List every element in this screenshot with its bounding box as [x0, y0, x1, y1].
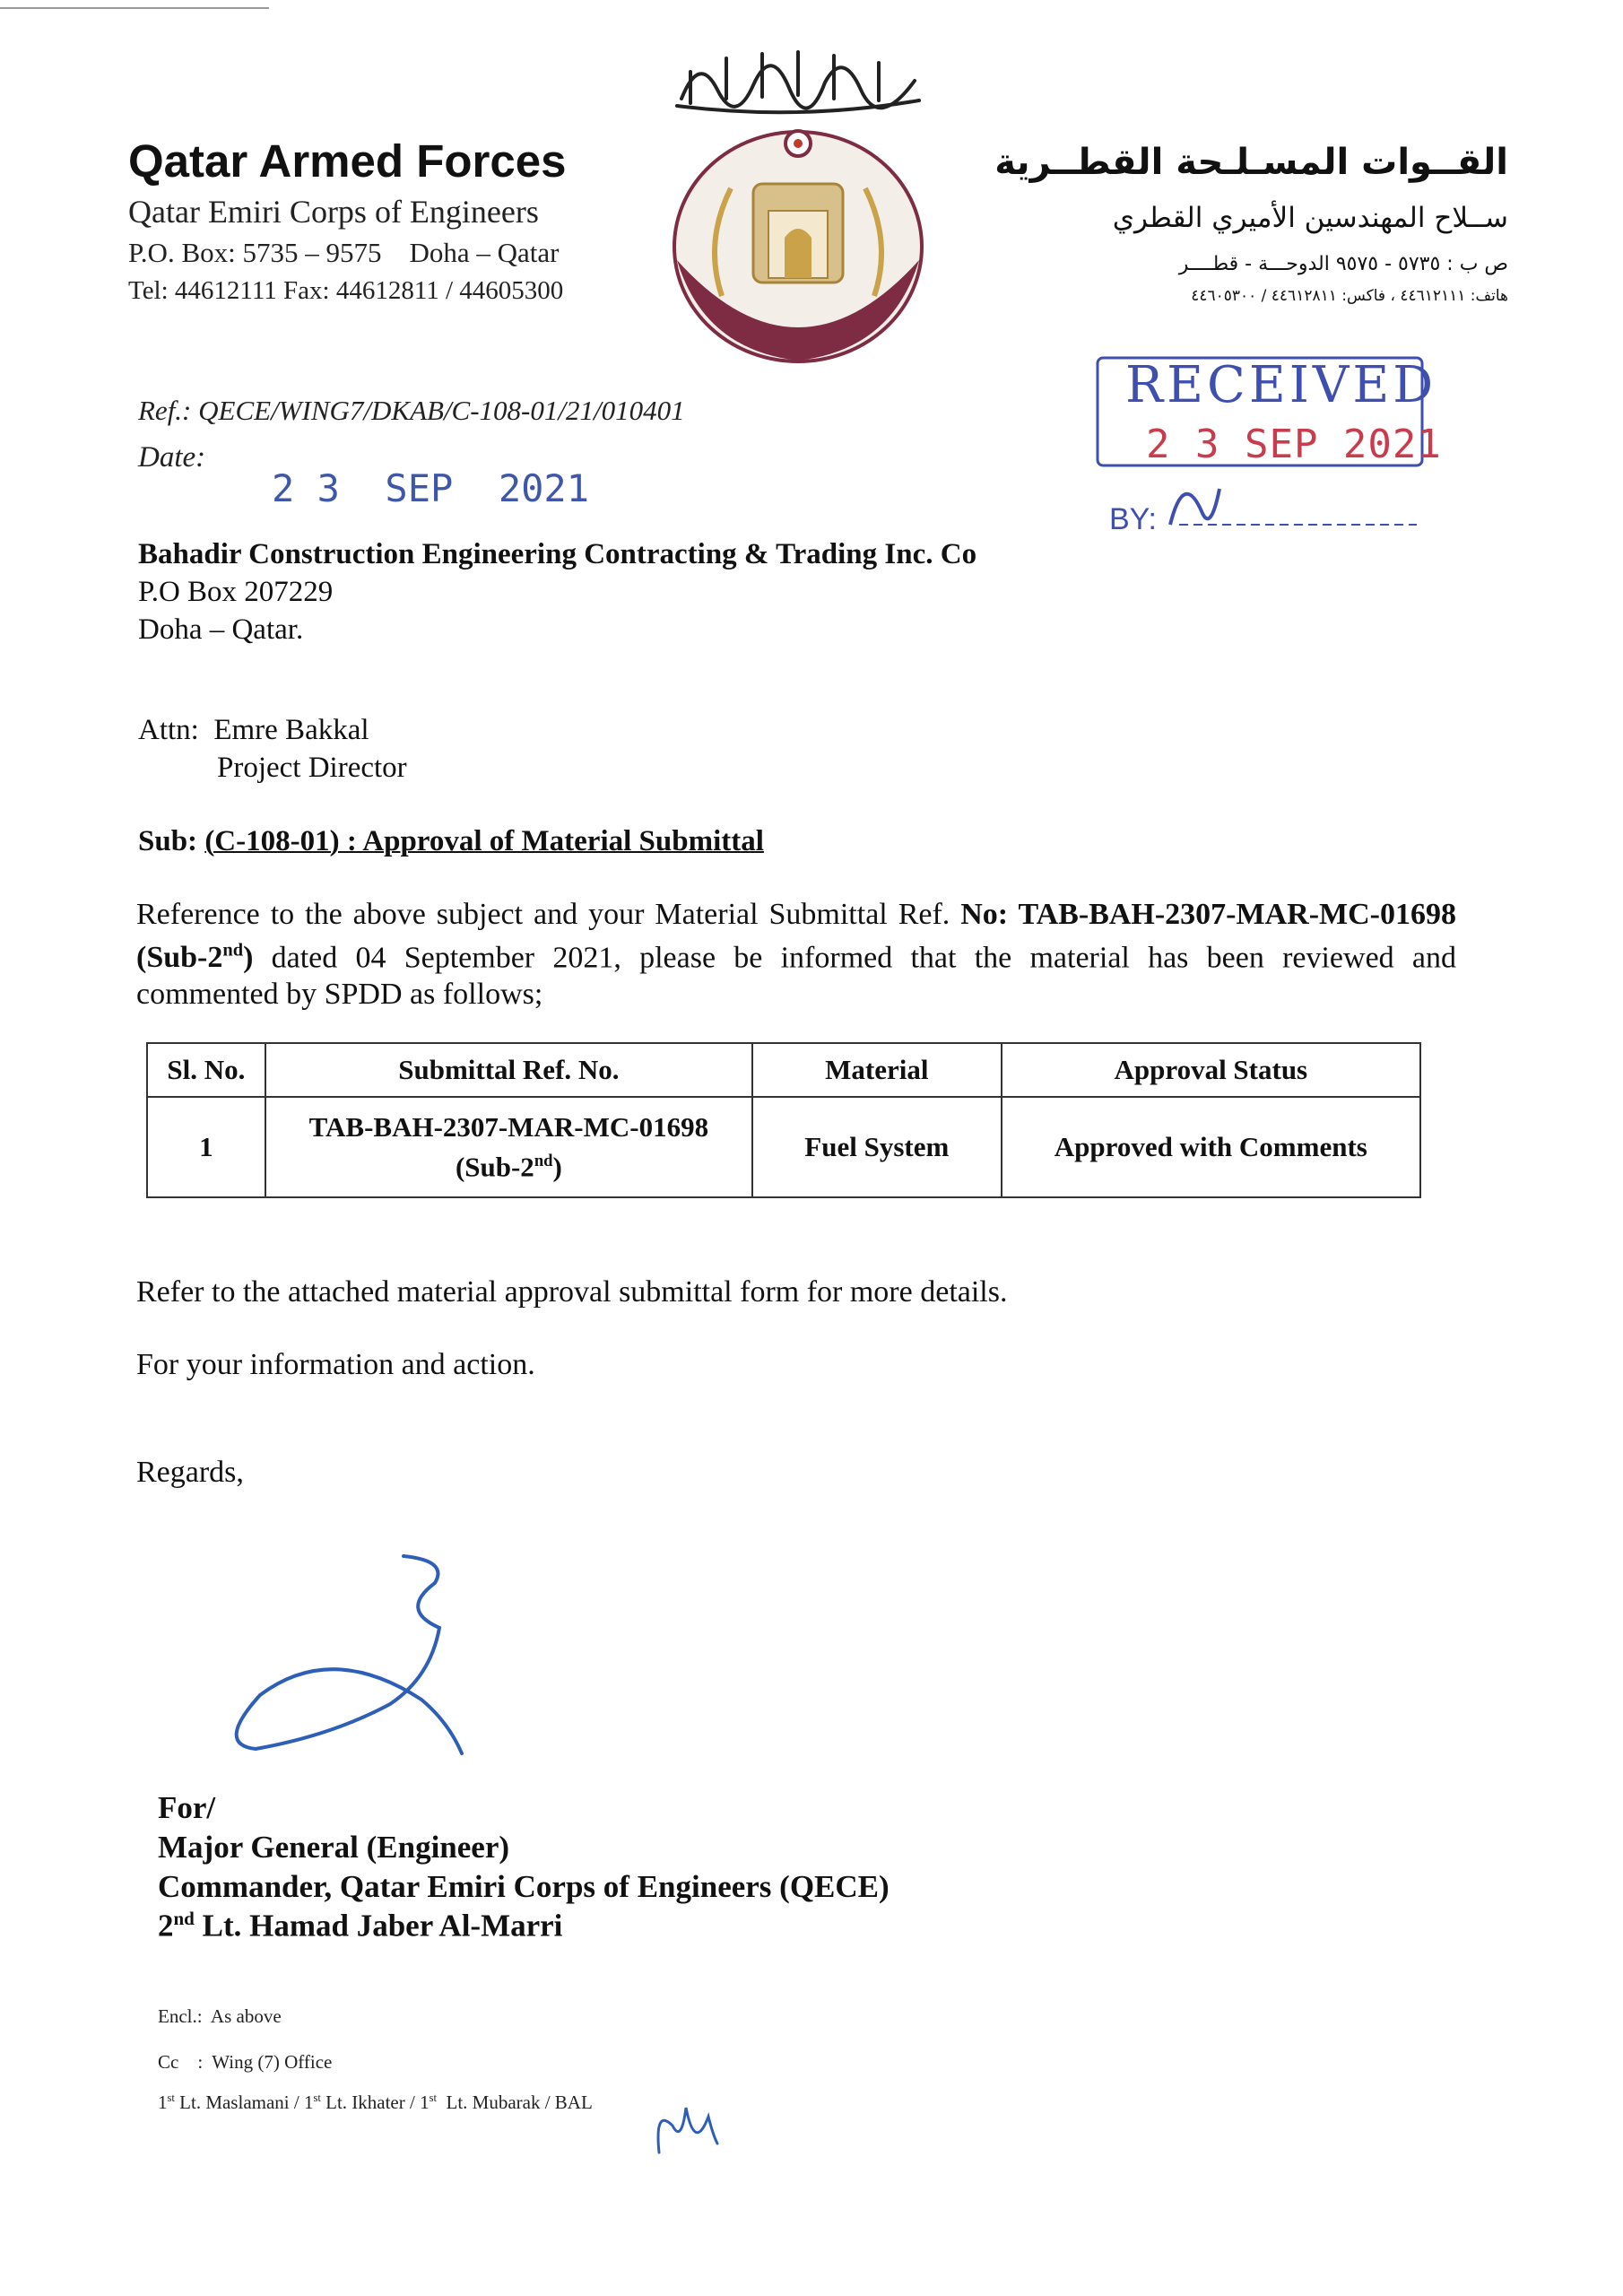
arabic-org-title: القــوات المسـلـحة القطــرية — [994, 142, 1508, 183]
table-header-row — [147, 1043, 1420, 1097]
refer-line: Refer to the attached material approval submittal form for more details. — [136, 1275, 1008, 1309]
info-line: For your information and action. — [136, 1348, 535, 1381]
table-header-approval-status: Approval Status — [1002, 1043, 1420, 1097]
body-text-a: Reference to the above subject and your Material Submittal Ref. — [136, 898, 961, 931]
addressee-city: Doha – Qatar. — [138, 613, 304, 646]
attn-label: Attn: — [138, 714, 199, 746]
basmala-calligraphy-icon — [664, 36, 933, 117]
subject-line — [138, 825, 764, 858]
attn-title: Project Director — [217, 752, 407, 784]
table-header-material: Material — [752, 1043, 1002, 1097]
signature-rank: Major General (Engineer) — [158, 1830, 510, 1865]
handwritten-signature-icon — [224, 1543, 583, 1767]
table-header-sl-no: Sl. No. — [147, 1043, 265, 1097]
attn-line — [138, 714, 369, 747]
arabic-tel-fax-line: هاتف: ٤٤٦١٢١١١ ، فاكس: ٤٤٦١٢٨١١ / ٤٤٦٠٥٣٠٠ — [1191, 287, 1508, 305]
received-stamp-date: 2 3 SEP 2021 — [1146, 422, 1442, 467]
addressee-company: Bahadir Construction Engineering Contracting & Trading Inc. Co — [138, 538, 977, 570]
cc-names-line: 1st Lt. Maslamani / 1st Lt. Ikhater / 1st Lt. Mubarak / BAL — [158, 2092, 593, 2113]
arabic-corps-name: ســلاح المهندسين الأميري القطري — [1112, 202, 1508, 234]
signature-commander: Commander, Qatar Emiri Corps of Engineers (QECE) — [158, 1869, 890, 1904]
attn-name: Emre Bakkal — [213, 714, 369, 746]
enclosure-line: Encl.: As above — [158, 2005, 282, 2027]
cc-line: Cc : Wing (7) Office — [158, 2051, 333, 2073]
date-label: Date: — [138, 441, 206, 474]
addressee-po-box: P.O Box 207229 — [138, 576, 334, 608]
subject-text: (C-108-01) : Approval of Material Submittal — [204, 825, 764, 857]
regards-line: Regards, — [136, 1456, 244, 1489]
arabic-po-box-line: ص ب : ٥٧٣٥ - ٩٥٧٥ الدوحـــة - قطــــر — [1178, 253, 1508, 275]
qece-emblem-icon — [668, 126, 928, 368]
po-box-line: P.O. Box: 5735 – 9575 Doha – Qatar — [128, 237, 560, 268]
body-text-d: dated 04 September 2021, please be informed that the material has been reviewed and commented by SPDD as follows; — [136, 941, 1456, 1012]
date-stamp: 2 3 SEP 2021 — [272, 466, 590, 510]
handwritten-initials-icon — [646, 2090, 726, 2170]
received-stamp-text: RECEIVED — [1125, 356, 1437, 414]
tel-fax-line: Tel: 44612111 Fax: 44612811 / 44605300 — [128, 276, 564, 305]
signature-for: For/ — [158, 1790, 216, 1825]
org-title: Qatar Armed Forces — [128, 135, 567, 187]
corps-name: Qatar Emiri Corps of Engineers — [128, 194, 539, 230]
subject-label: Sub: — [138, 825, 198, 857]
reference-number: Ref.: QECE/WING7/DKAB/C-108-01/21/010401 — [138, 395, 685, 426]
received-stamp-by: BY: — [1109, 502, 1157, 536]
body-text-b: No: TAB-BAH-2307-MAR-MC-01698 (Sub-2nd) — [136, 898, 1456, 975]
cell-sl-no: 1 — [147, 1097, 265, 1197]
table-header-submittal-ref: Submittal Ref. No. — [265, 1043, 752, 1097]
cell-material: Fuel System — [752, 1097, 1002, 1197]
signature-signer: 2nd Lt. Hamad Jaber Al-Marri — [158, 1908, 563, 1944]
top-edge-line — [0, 7, 269, 9]
cell-submittal-ref: TAB-BAH-2307-MAR-MC-01698 (Sub-2nd) — [265, 1097, 752, 1197]
submittal-table — [146, 1042, 1421, 1198]
body-paragraph — [136, 896, 1456, 1013]
cell-approval-status: Approved with Comments — [1002, 1097, 1420, 1197]
table-row — [147, 1097, 1420, 1197]
